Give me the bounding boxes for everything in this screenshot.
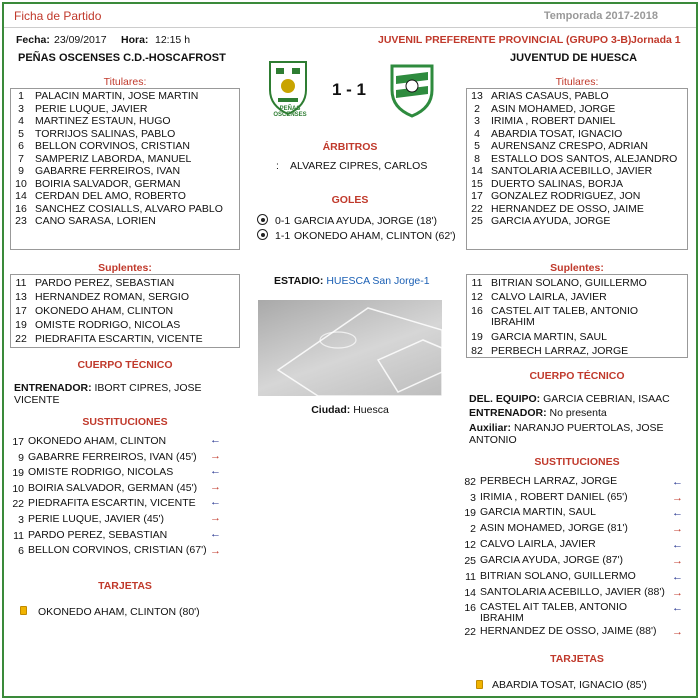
list-item: 16 SANCHEZ COSIALLS, ALVARO PABLO <box>15 202 223 215</box>
list-item: 3 IRIMIA , ROBERT DANIEL <box>474 115 616 127</box>
list-item: 25 GARCIA AYUDA, JORGE <box>471 215 611 227</box>
top-bar <box>4 4 696 28</box>
arrow-left-icon: ← <box>210 434 221 446</box>
arrow-left-icon: ← <box>672 602 683 614</box>
list-item: 9 GABARRE FERREIROS, IVAN <box>18 165 181 177</box>
list-item: 6 BELLON CORVINOS, CRISTIAN <box>18 140 191 152</box>
arbitro-name: : ALVAREZ CIPRES, CARLOS <box>276 160 428 172</box>
delegado-label: DEL. EQUIPO: <box>469 393 541 405</box>
home-suplentes-list <box>10 274 240 348</box>
away-tarjetas-label: TARJETAS <box>550 653 604 665</box>
goles-label: GOLES <box>331 194 369 206</box>
soccer-ball-icon <box>257 214 268 225</box>
estadio <box>274 275 430 287</box>
arrow-left-icon: ← <box>672 507 683 519</box>
delegado-value: GARCIA CEBRIAN, ISAAC <box>543 393 670 405</box>
entrenador-label: ENTRENADOR: <box>14 382 92 394</box>
fecha-label: Fecha: <box>16 34 50 46</box>
goal-scorer: GARCIA AYUDA, JORGE (18') <box>294 215 438 227</box>
list-item: 22 PIEDRAFITA ESCARTIN, VICENTE <box>15 333 203 345</box>
list-item: 3 IRIMIA , ROBERT DANIEL (65') <box>470 491 628 504</box>
goal-score: 1-1 <box>275 230 291 242</box>
away-sustituciones-label: SUSTITUCIONES <box>534 456 620 468</box>
arbitros-label: ÁRBITROS <box>322 141 378 153</box>
estadio-link[interactable]: HUESCA San Jorge-1 <box>326 275 430 287</box>
list-item: 23 CANO SARASA, LORIEN <box>15 215 156 227</box>
list-item: 11 BITRIAN SOLANO, GUILLERMO <box>471 277 647 289</box>
list-item: 19 OMISTE RODRIGO, NICOLAS <box>15 319 181 331</box>
home-tarjetas-label: TARJETAS <box>98 580 152 592</box>
home-crest-text: PEÑAS OSCENSES <box>273 106 307 118</box>
entrenador-value: IBORT CIPRES, JOSE VICENTE <box>14 382 202 406</box>
fecha-value: 23/09/2017 <box>54 34 107 46</box>
list-item: 2 ASIN MOHAMED, JORGE <box>474 102 616 115</box>
hora-label: Hora: <box>121 34 149 46</box>
away-titulares-list <box>466 88 688 250</box>
stadium-image <box>258 300 442 396</box>
list-item: 8 ESTALLO DOS SANTOS, ALEJANDRO <box>474 152 678 165</box>
soccer-ball-icon <box>257 229 268 240</box>
pitch-lines <box>258 300 442 396</box>
list-item: 13 HERNANDEZ ROMAN, SERGIO <box>15 291 190 303</box>
arrow-right-icon: → <box>210 512 221 524</box>
goal-score: 0-1 <box>275 215 291 227</box>
arrow-left-icon: ← <box>672 539 683 551</box>
list-item: 12 CALVO LAIRLA, JAVIER <box>464 538 596 551</box>
home-titulares-list <box>10 88 240 250</box>
list-item: 25 GARCIA AYUDA, JORGE (87') <box>464 554 624 567</box>
list-item: 14 CERDAN DEL AMO, ROBERTO <box>15 190 186 202</box>
away-crest-icon <box>388 62 436 118</box>
auxiliar-value: NARANJO PUERTOLAS, JOSE ANTONIO <box>469 422 664 446</box>
arrow-left-icon: ← <box>672 571 683 583</box>
list-item: 16 CASTEL AIT TALEB, ANTONIO IBRAHIM <box>464 601 628 624</box>
arrow-right-icon: → <box>210 481 221 493</box>
goal-scorer: OKONEDO AHAM, CLINTON (62') <box>294 230 456 242</box>
list-item: 17 GONZALEZ RODRIGUEZ, JON <box>471 190 641 202</box>
list-item: 3 PERIE LUQUE, JAVIER (45') <box>18 513 165 526</box>
arrow-left-icon: ← <box>210 496 221 508</box>
list-item: 22 PIEDRAFITA ESCARTIN, VICENTE <box>12 497 196 510</box>
arrow-left-icon: ← <box>210 465 221 477</box>
score: 1 - 1 <box>331 80 367 99</box>
list-item: 10 BOIRIA SALVADOR, GERMAN <box>15 177 181 190</box>
list-item: 19 GARCIA MARTIN, SAUL <box>471 331 607 343</box>
hora-value: 12:15 h <box>155 34 191 46</box>
home-titulares-label: Titulares: <box>103 76 147 88</box>
list-item: 82 PERBECH LARRAZ, JORGE <box>471 345 629 357</box>
away-team-name: JUVENTUD DE HUESCA <box>510 52 638 64</box>
list-item: 4 ABARDIA TOSAT, IGNACIO <box>474 127 623 140</box>
away-auxiliar <box>469 422 669 446</box>
list-item: 19 OMISTE RODRIGO, NICOLAS <box>12 466 174 479</box>
ciudad-label: Ciudad: <box>311 404 351 416</box>
entrenador-value: No presenta <box>549 407 607 419</box>
list-item: 14 SANTOLARIA ACEBILLO, JAVIER (88') <box>464 586 665 599</box>
home-entrenador <box>14 382 214 406</box>
season-label: Temporada 2017-2018 <box>543 10 658 22</box>
away-cuerpo-tecnico-label: CUERPO TÉCNICO <box>529 370 625 382</box>
arrow-right-icon: → <box>672 523 683 535</box>
jornada-label: Jornada 1 <box>631 34 681 46</box>
entrenador-label: ENTRENADOR: <box>469 407 547 419</box>
list-item: 13 ARIAS CASAUS, PABLO <box>471 90 609 102</box>
arrow-right-icon: → <box>672 555 683 567</box>
away-suplentes-list <box>466 274 688 358</box>
list-item: 10 BOIRIA SALVADOR, GERMAN (45') <box>12 482 198 495</box>
list-item: 14 SANTOLARIA ACEBILLO, JAVIER <box>471 165 653 177</box>
list-item: 2 ASIN MOHAMED, JORGE (81') <box>470 522 628 535</box>
list-item: 6 BELLON CORVINOS, CRISTIAN (67') <box>18 544 207 557</box>
list-item: 19 GARCIA MARTIN, SAUL <box>464 506 596 519</box>
list-item: 15 DUERTO SALINAS, BORJA <box>471 177 624 190</box>
list-item: 1 PALACIN MARTIN, JOSE MARTIN <box>18 90 199 102</box>
arrow-left-icon: ← <box>672 476 683 488</box>
away-delegado <box>469 393 670 405</box>
auxiliar-label: Auxiliar: <box>469 422 512 434</box>
away-titulares-label: Titulares: <box>555 76 599 88</box>
list-item: 9 GABARRE FERREIROS, IVAN (45') <box>18 451 197 464</box>
list-item: 16 CASTEL AIT TALEB, ANTONIO IBRAHIM <box>471 305 639 328</box>
arrow-right-icon: → <box>210 450 221 462</box>
home-sustituciones-label: SUSTITUCIONES <box>82 416 168 428</box>
arrow-right-icon: → <box>210 545 221 557</box>
list-item: 82 PERBECH LARRAZ, JORGE <box>464 475 618 488</box>
list-item: 12 CALVO LAIRLA, JAVIER <box>471 291 607 303</box>
away-entrenador <box>469 407 607 419</box>
list-item: 11 PARDO PEREZ, SEBASTIAN <box>13 529 168 542</box>
arrow-right-icon: → <box>672 626 683 638</box>
list-item: 11 BITRIAN SOLANO, GUILLERMO <box>465 570 636 583</box>
list-item: 17 OKONEDO AHAM, CLINTON <box>12 435 167 448</box>
list-item: 3 PERIE LUQUE, JAVIER <box>18 102 148 115</box>
list-item: 5 AURENSANZ CRESPO, ADRIAN <box>474 140 648 152</box>
arrow-right-icon: → <box>672 587 683 599</box>
competition-label: JUVENIL PREFERENTE PROVINCIAL (GRUPO 3-B) <box>378 34 632 46</box>
home-cuerpo-tecnico-label: CUERPO TÉCNICO <box>77 359 173 371</box>
arrow-right-icon: → <box>672 492 683 504</box>
home-card-player: OKONEDO AHAM, CLINTON (80') <box>38 606 200 618</box>
away-card-player: ABARDIA TOSAT, IGNACIO (85') <box>492 679 647 691</box>
list-item: 5 TORRIJOS SALINAS, PABLO <box>18 127 176 140</box>
list-item: 11 PARDO PEREZ, SEBASTIAN <box>15 277 175 289</box>
home-suplentes-label: Suplentes: <box>98 262 152 274</box>
ciudad <box>258 404 442 416</box>
yellow-card-icon <box>476 680 483 689</box>
list-item: 7 SAMPERIZ LABORDA, MANUEL <box>18 152 192 165</box>
estadio-label: ESTADIO: <box>274 275 324 287</box>
list-item: 4 MARTINEZ ESTAUN, HUGO <box>18 115 171 127</box>
list-item: 17 OKONEDO AHAM, CLINTON <box>15 305 174 317</box>
away-suplentes-label: Suplentes: <box>550 262 604 274</box>
list-item: 22 HERNANDEZ DE OSSO, JAIME <box>471 202 644 215</box>
yellow-card-icon <box>20 606 27 615</box>
ciudad-value: Huesca <box>353 404 389 416</box>
list-item: 22 HERNANDEZ DE OSSO, JAIME (88') <box>464 625 657 638</box>
home-team-name: PEÑAS OSCENSES C.D.-HOSCAFROST <box>18 52 226 64</box>
arrow-left-icon: ← <box>210 528 221 540</box>
page-title: Ficha de Partido <box>14 9 102 23</box>
